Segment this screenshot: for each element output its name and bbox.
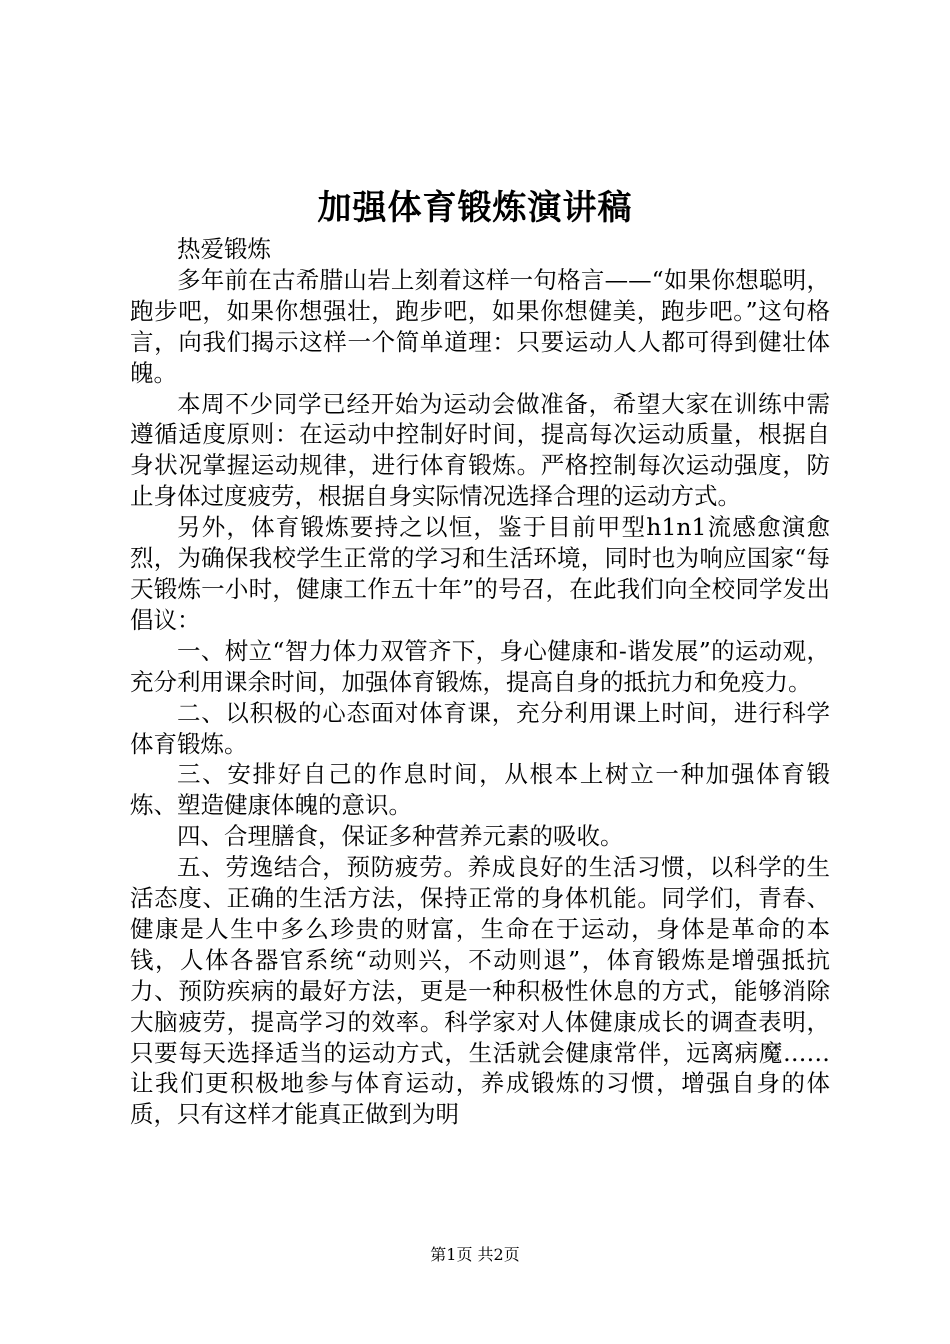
paragraph: 五、劳逸结合，预防疲劳。养成良好的生活习惯，以科学的生活态度、正确的生活方法，保持正常的身体机能。同学们，青春、健康是人生中多么珍贵的财富，生命在于运动，身体是革命的本钱，人体各器官系统“动则兴，不动则退”，体育锻炼是增强抵抗力、预防疾病的最好方法，更是一种积极性休息的方式，能够消除大脑疲劳，提高学习的效率。科学家对人体健康成长的调查表明，只要每天选择适当的运动方式，生活就会健康常伴，远离病魔……让我们更积极地参与体育运动，养成锻炼的习惯，增强自身的体质，只有这样才能真正做到为明 [130,853,830,1129]
paragraph: 本周不少同学已经开始为运动会做准备，希望大家在训练中需遵循适度原则：在运动中控制好时间，提高每次运动质量，根据自身状况掌握运动规律，进行体育锻炼。严格控制每次运动强度，防止身体过度疲劳，根据自身实际情况选择合理的运动方式。 [130,389,830,511]
paragraph: 三、安排好自己的作息时间，从根本上树立一种加强体育锻炼、塑造健康体魄的意识。 [130,760,830,820]
paragraph: 另外，体育锻炼要持之以恒，鉴于目前甲型h1n1流感愈演愈烈，为确保我校学生正常的学习和生活环境，同时也为响应国家“每天锻炼一小时，健康工作五十年”的号召，在此我们向全校同学发出倡议： [130,513,830,634]
paragraph: 多年前在古希腊山岩上刻着这样一句格言——“如果你想聪明，跑步吧，如果你想强壮，跑步吧，如果你想健美，跑步吧。”这句格言，向我们揭示这样一个简单道理：只要运动人人都可得到健壮体魄。 [130,265,830,387]
document-title: 加强体育锻炼演讲稿 [317,188,633,228]
paragraph-heading: 热爱锻炼 [177,235,271,263]
paragraph: 二、以积极的心态面对体育课，充分利用课上时间，进行科学体育锻炼。 [130,698,830,758]
page-footer: 第1页 共2页 [430,1245,520,1264]
document-body [130,234,830,1130]
paragraph: 一、树立“智力体力双管齐下，身心健康和-谐发展”的运动观，充分利用课余时间，加强体育锻炼，提高自身的抵抗力和免疫力。 [130,636,830,696]
paragraph: 四、合理膳食，保证多种营养元素的吸收。 [177,822,624,851]
